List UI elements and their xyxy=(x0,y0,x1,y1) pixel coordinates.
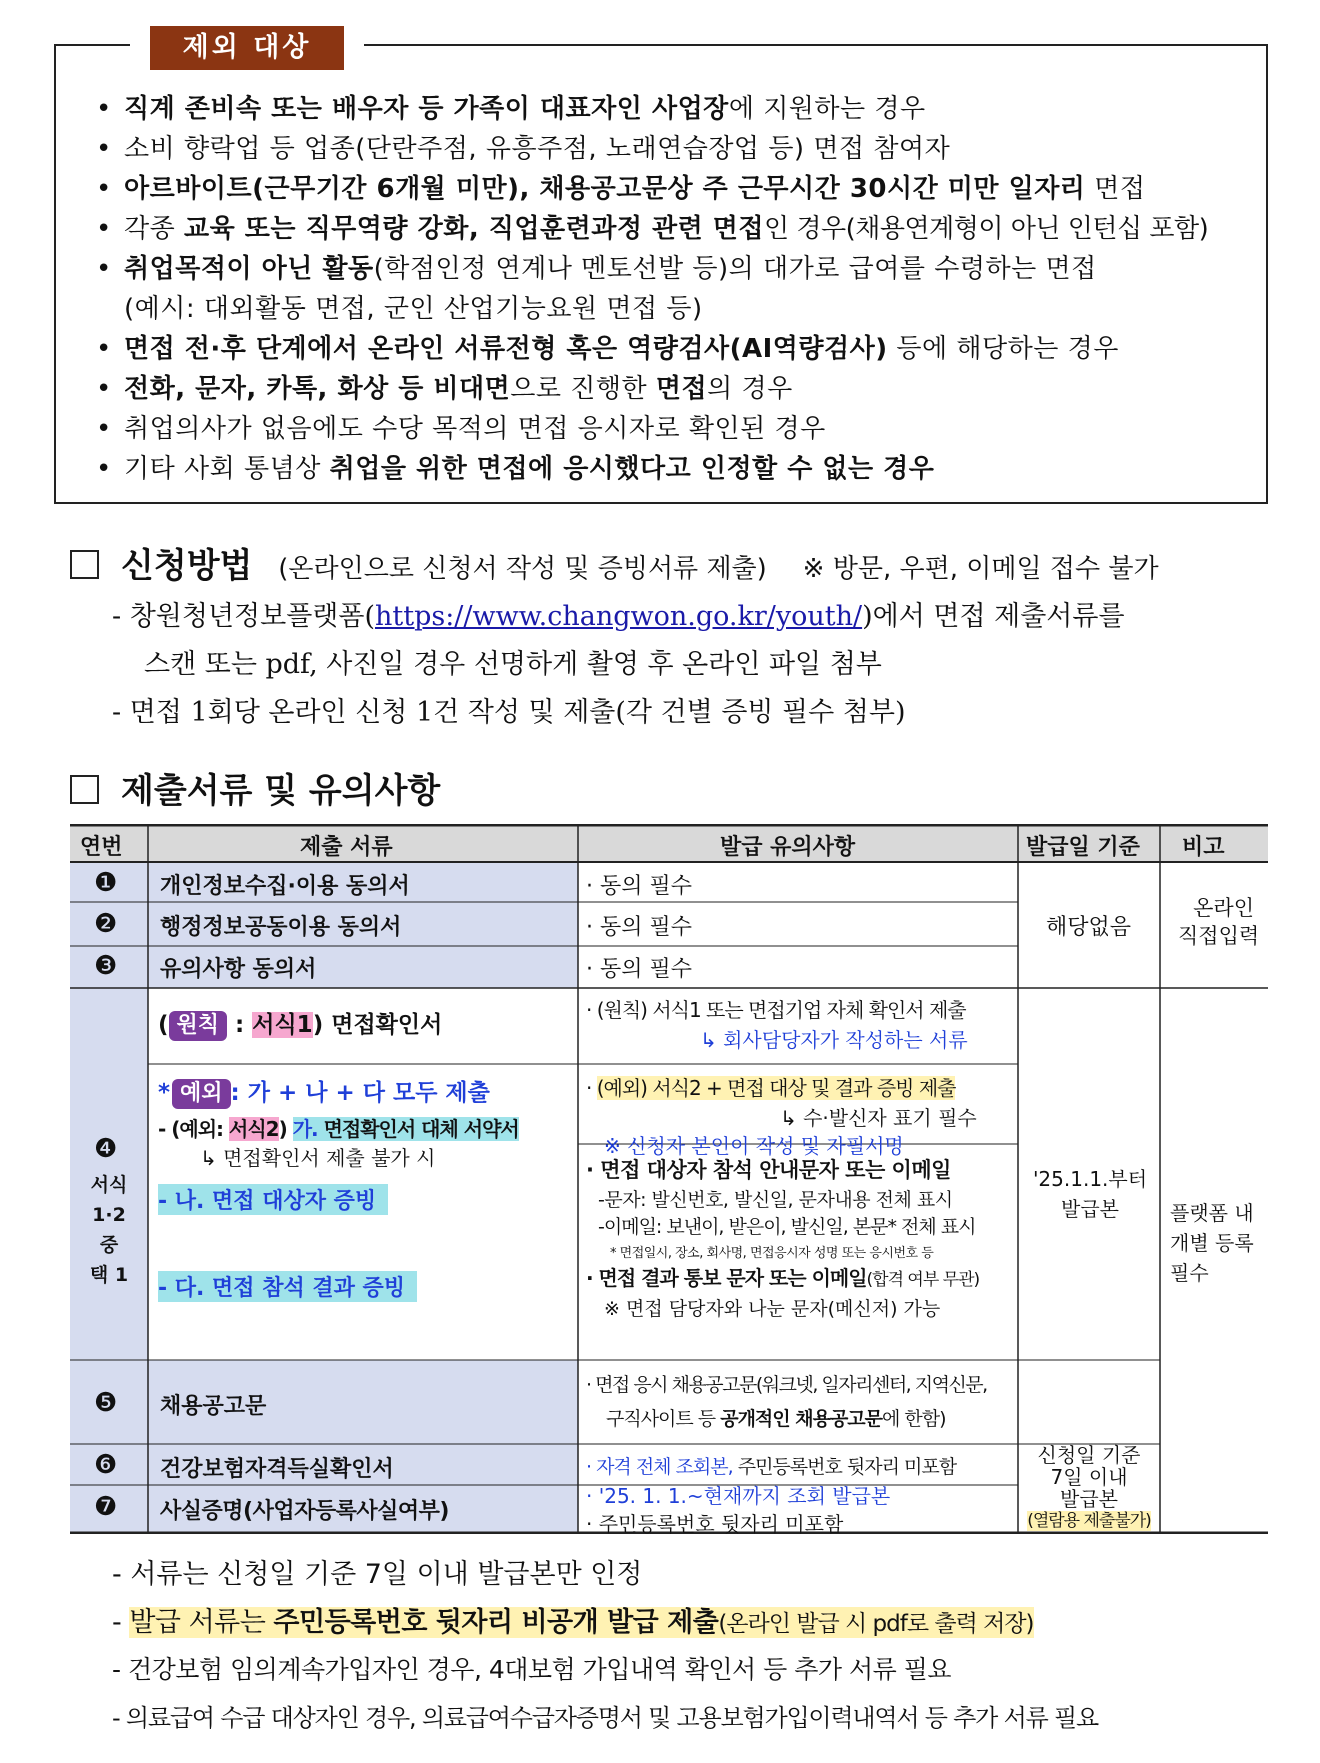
apply-line-3: - 면접 1회당 온라인 신청 1건 작성 및 제출(각 건별 증빙 필수 첨부) xyxy=(112,697,906,728)
issue-date: 신청일 기준 7일 이내 발급본 (열람용 제출불가) xyxy=(1027,1443,1151,1531)
exception-note: · (예외) 서식2 + 면접 대상 및 결과 증빙 제출 xyxy=(586,1076,956,1100)
exception-tag: 예외 xyxy=(172,1079,231,1109)
evidence-b-footnote: * 면접일시, 장소, 회사명, 면접응시자 성명 또는 응시번호 등 xyxy=(610,1246,934,1261)
evidence-b-title: · 면접 대상자 참석 안내문자 또는 이메일 xyxy=(586,1158,951,1182)
issue-date: '25.1.1.부터 발급본 xyxy=(1032,1167,1148,1221)
doc-note: · 동의 필수 xyxy=(586,915,692,940)
principle-tag: 원칙 xyxy=(169,1011,228,1041)
evidence-c-title: · 면접 결과 통보 문자 또는 이메일(합격 여부 무관) xyxy=(586,1266,980,1290)
header-document: 제출 서류 xyxy=(300,835,393,860)
doc-name: 건강보험자격득실확인서 xyxy=(160,1457,394,1482)
evidence-b-email: -이메일: 보낸이, 받은이, 발신일, 본문* 전체 표시 xyxy=(598,1216,976,1238)
exception-heading: * 예외 : 가 + 나 + 다 모두 제출 xyxy=(158,1074,490,1109)
exclusion-item: • 직계 존비속 또는 배우자 등 가족이 대표자인 사업장에 지원하는 경우 xyxy=(96,94,926,124)
row-number: ❸ xyxy=(94,951,118,981)
footnote-4: - 의료급여 수급 대상자인 경우, 의료급여수급자증명서 및 고용보험가입이력내역서 등 추가 서류 필요 xyxy=(112,1704,1098,1732)
exclusion-item-example: (예시: 대외활동 면접, 군인 산업기능요원 면접 등) xyxy=(124,294,703,324)
remark: 온라인 직접입력 xyxy=(1178,896,1260,948)
doc-name: 개인정보수집·이용 동의서 xyxy=(160,874,410,899)
exclusion-item: • 면접 전·후 단계에서 온라인 서류전형 혹은 역량검사(AI역량검사) 등에 해당하는 경우 xyxy=(96,334,1119,364)
footnote-2: - 발급 서류는 주민등록번호 뒷자리 비공개 발급 제출(온라인 발급 시 pdf로 출력 저장) xyxy=(112,1607,1034,1638)
exclusion-item: • 각종 교육 또는 직무역량 강화, 직업훈련과정 관련 면접인 경우(채용연계형이 아닌 인턴십 포함) xyxy=(96,214,1209,244)
row-number: ❷ xyxy=(94,909,118,939)
footnote-3: - 건강보험 임의계속가입자인 경우, 4대보험 가입내역 확인서 등 추가 서류 필요 xyxy=(112,1655,951,1684)
exclusion-item: • 소비 향락업 등 업종(단란주점, 유흥주점, 노래연습장업 등) 면접 참여자 xyxy=(96,134,951,164)
documents-table xyxy=(70,824,1268,1534)
remark: 플랫폼 내 개별 등록 필수 xyxy=(1170,1201,1254,1285)
row-number: ❺ xyxy=(94,1388,118,1418)
principle-doc: ( 원칙 : 서식1) 면접확인서 xyxy=(158,1006,442,1041)
header-no: 연번 xyxy=(80,835,123,860)
doc-note: · 자격 전체 조회본, 주민등록번호 뒷자리 미포함 xyxy=(586,1456,957,1478)
doc-note: 구직사이트 등 공개적인 채용공고문에 한함) xyxy=(606,1408,946,1430)
exclusion-title: 제외 대상 xyxy=(150,26,344,70)
exclusion-item: • 아르바이트(근무기간 6개월 미만), 채용공고문상 주 근무시간 30시간 미만 일자리 면접 xyxy=(96,174,1146,204)
row-number-sub: 서식 1·2 중 택 1 xyxy=(89,1174,129,1286)
row-number: ❶ xyxy=(94,868,118,898)
exception-note-sign: ※ 신청자 본인이 작성 및 자필서명 xyxy=(604,1134,904,1158)
docs-heading: 제출서류 및 유의사항 xyxy=(70,763,440,812)
doc-name: 채용공고문 xyxy=(160,1394,267,1419)
doc-name: 행정정보공동이용 동의서 xyxy=(160,915,402,940)
exception-item-c: - 다. 면접 참석 결과 증빙 xyxy=(158,1271,417,1302)
doc-note: · '25. 1. 1.~현재까지 조회 발급본 xyxy=(586,1484,891,1508)
exclusion-item: • 전화, 문자, 카톡, 화상 등 비대면으로 진행한 면접의 경우 xyxy=(96,374,793,404)
apply-line-1: - 창원청년정보플랫폼(https://www.changwon.go.kr/youth/)에서 면접 제출서류를 xyxy=(112,601,1125,632)
evidence-b-sms: -문자: 발신번호, 발신일, 문자내용 전체 표시 xyxy=(598,1189,953,1211)
apply-line-2: 스캔 또는 pdf, 사진일 경우 선명하게 촬영 후 온라인 파일 첨부 xyxy=(144,649,882,680)
doc-note: · 동의 필수 xyxy=(586,874,692,899)
exclusion-item: • 취업의사가 없음에도 수당 목적의 면접 응시자로 확인된 경우 xyxy=(96,414,826,444)
youth-platform-link[interactable]: https://www.changwon.go.kr/youth/ xyxy=(374,601,863,632)
row-number: ❻ xyxy=(94,1450,118,1480)
exception-note-sub: ↳ 수·발신자 표기 필수 xyxy=(780,1106,977,1130)
exception-item-b: - 나. 면접 대상자 증빙 xyxy=(158,1184,388,1215)
exclusion-item: • 취업목적이 아닌 활동(학점인정 연계나 멘토선발 등)의 대가로 급여를 수령하는 면접 xyxy=(96,254,1097,284)
header-issue-date: 발급일 기준 xyxy=(1026,835,1140,860)
doc-note: · 동의 필수 xyxy=(586,957,692,982)
checkbox-icon xyxy=(70,775,99,804)
row-number: ❹ xyxy=(94,1134,118,1164)
exception-item-a: - (예외: 서식2) 가. 면접확인서 대체 서약서 xyxy=(158,1117,519,1141)
header-issue-notes: 발급 유의사항 xyxy=(720,835,856,860)
exclusion-item: • 기타 사회 통념상 취업을 위한 면접에 응시했다고 인정할 수 없는 경우 xyxy=(96,454,935,484)
exception-item-a-sub: ↳ 면접확인서 제출 불가 시 xyxy=(200,1146,436,1170)
doc-name: 유의사항 동의서 xyxy=(160,957,317,982)
row-number: ❼ xyxy=(94,1492,118,1522)
footnote-1: - 서류는 신청일 기준 7일 이내 발급본만 인정 xyxy=(112,1559,643,1590)
doc-note: · 면접 응시 채용공고문(워크넷, 일자리센터, 지역신문, xyxy=(586,1374,987,1396)
doc-note: · 주민등록번호 뒷자리 미포함 xyxy=(586,1512,844,1536)
principle-note: · (원칙) 서식1 또는 면접기업 자체 확인서 제출 xyxy=(586,998,966,1022)
apply-heading: 신청방법 (온라인으로 신청서 작성 및 증빙서류 제출) ※ 방문, 우편, 이메일 접수 불가 xyxy=(70,538,1159,587)
issue-date: 해당없음 xyxy=(1046,915,1132,940)
evidence-c-note: ※ 면접 담당자와 나눈 문자(메신저) 가능 xyxy=(604,1298,941,1320)
header-remark: 비고 xyxy=(1182,835,1225,860)
principle-note-sub: ↳ 회사담당자가 작성하는 서류 xyxy=(700,1028,968,1052)
checkbox-icon xyxy=(70,550,99,579)
doc-name: 사실증명(사업자등록사실여부) xyxy=(160,1499,449,1524)
